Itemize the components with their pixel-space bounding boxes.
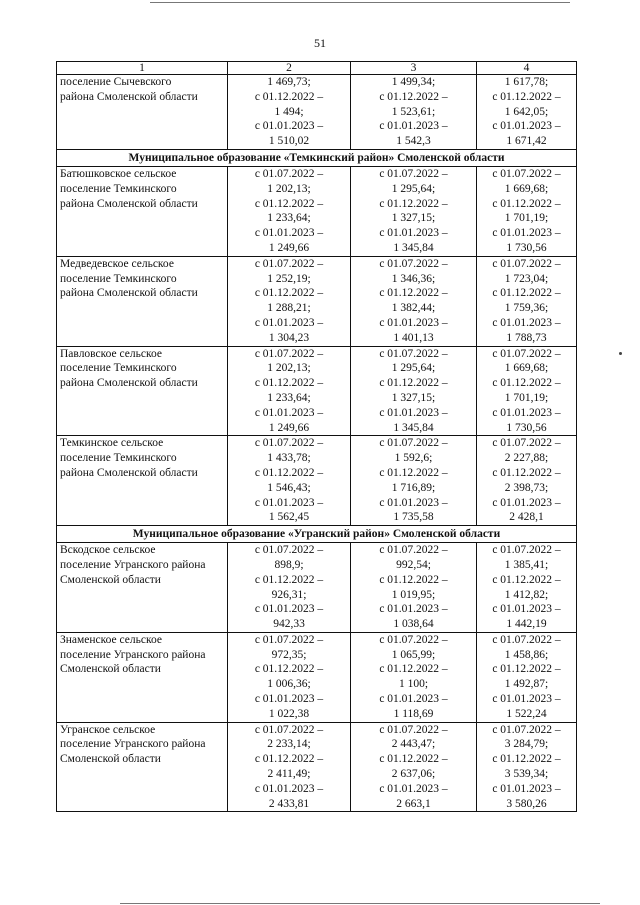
scan-edge-top	[150, 2, 570, 3]
tariff-value-line: с 01.12.2022 –	[492, 90, 561, 103]
tariff-col2-cell	[228, 75, 351, 150]
settlement-name-line: поселение Темкинского	[60, 182, 177, 195]
tariff-value-line: 1 295,64;	[391, 182, 436, 195]
table-row	[57, 346, 577, 436]
tariff-value-line: 898,9;	[274, 558, 304, 571]
tariff-value-line: с 01.12.2022 –	[379, 753, 448, 766]
tariff-value-line: с 01.12.2022 –	[492, 287, 561, 300]
settlement-name-line: Вскодское сельское	[60, 544, 156, 557]
tariff-value-line: с 01.07.2022 –	[379, 167, 448, 180]
settlement-name-line: поселение Темкинского	[60, 362, 177, 375]
tariff-value-line: 1 022,38	[268, 707, 310, 720]
tariff-value-line: 3 580,26	[506, 797, 547, 810]
tariff-value-line: с 01.01.2023 –	[379, 316, 448, 329]
page-number: 51	[314, 36, 326, 50]
tariff-col2-cell	[228, 346, 351, 436]
tariff-value-line: 1 522,24	[506, 707, 547, 720]
tariff-value-line: с 01.01.2023 –	[492, 227, 561, 240]
tariff-value-line: с 01.12.2022 –	[254, 197, 324, 210]
tariff-value-line: 1 345,84	[393, 241, 434, 254]
tariff-value-line: с 01.07.2022 –	[492, 167, 561, 180]
tariff-value-line: 1 433,78;	[267, 452, 311, 465]
tariff-value-line: 2 398,73;	[504, 481, 549, 494]
settlement-name-line: Медведевское сельское	[60, 257, 174, 270]
scan-edge-bottom	[120, 903, 600, 904]
tariff-value-line: 1 542,3	[396, 135, 431, 148]
tariff-value-line: 972,35;	[271, 648, 307, 661]
tariff-value-line: с 01.12.2022 –	[492, 663, 561, 676]
tariff-value-line: с 01.01.2023 –	[379, 120, 448, 133]
tariff-value-line: 2 233,14;	[267, 738, 311, 751]
tariff-value-line: с 01.01.2023 –	[254, 227, 324, 240]
tariff-value-line: 3 284,79;	[504, 738, 549, 751]
column-header-1: 1	[57, 62, 228, 75]
tariff-value-line: с 01.12.2022 –	[254, 287, 324, 300]
settlement-name-line: поселение Темкинского	[60, 452, 177, 465]
tariff-value-line: 1 038,64	[393, 618, 434, 631]
tariff-value-line: 1 546,43;	[267, 481, 311, 494]
tariff-value-line: 1 701,19;	[504, 212, 549, 225]
tariff-value-line: с 01.07.2022 –	[492, 633, 561, 646]
tariff-col2-cell	[228, 256, 351, 346]
tariff-col4-cell	[477, 722, 577, 812]
tariff-value-line: 1 252,19;	[267, 272, 311, 285]
section-header-row	[57, 149, 577, 166]
tariff-col3-cell	[351, 632, 477, 722]
table-row	[57, 436, 577, 526]
tariff-value-line: с 01.12.2022 –	[254, 573, 324, 586]
tariff-value-line: с 01.07.2022 –	[492, 437, 561, 450]
tariff-value-line: с 01.01.2023 –	[379, 782, 448, 795]
tariff-value-line: с 01.12.2022 –	[379, 377, 448, 390]
tariff-value-line: 1 019,95;	[391, 588, 436, 601]
tariff-value-line: с 01.01.2023 –	[492, 120, 561, 133]
tariff-value-line: с 01.07.2022 –	[254, 544, 324, 557]
tariff-value-line: с 01.12.2022 –	[254, 90, 324, 103]
tariff-col3-cell	[351, 436, 477, 526]
tariff-value-line: с 01.07.2022 –	[492, 257, 561, 270]
settlement-name-line: Смоленской области	[60, 573, 161, 586]
tariff-col3-cell	[351, 543, 477, 633]
tariff-value-line: 1 642,05;	[504, 105, 549, 118]
tariff-col4-cell	[477, 543, 577, 633]
tariff-value-line: 2 443,47;	[391, 738, 436, 751]
tariff-value-line: с 01.07.2022 –	[379, 544, 448, 557]
tariff-value-line: 2 411,49;	[267, 768, 311, 781]
tariff-col4-cell	[477, 166, 577, 256]
tariff-value-line: 1 730,56	[506, 241, 547, 254]
settlement-name-line: Батюшковское сельское	[60, 167, 177, 180]
tariff-value-line: 1 759,36;	[504, 302, 549, 315]
tariff-value-line: с 01.01.2023 –	[254, 693, 324, 706]
tariff-value-line: 1 735,58	[393, 511, 434, 524]
tariff-col4-cell	[477, 632, 577, 722]
tariff-value-line: 1 288,21;	[267, 302, 311, 315]
tariff-value-line: 926,31;	[271, 588, 307, 601]
tariff-value-line: 1 382,44;	[391, 302, 436, 315]
tariff-value-line: 2 663,1	[396, 797, 431, 810]
tariff-col4-cell	[477, 256, 577, 346]
tariff-value-line: с 01.07.2022 –	[254, 723, 324, 736]
settlement-name-line: поселение Сычевского	[60, 76, 172, 88]
tariff-value-line: 1 100;	[398, 678, 429, 691]
tariff-value-line: 942,33	[273, 618, 305, 631]
tariff-value-line: с 01.12.2022 –	[492, 377, 561, 390]
table-row	[57, 166, 577, 256]
tariff-table	[56, 61, 577, 812]
tariff-value-line: с 01.07.2022 –	[379, 633, 448, 646]
tariff-value-line: с 01.01.2023 –	[379, 496, 448, 509]
tariff-value-line: с 01.07.2022 –	[492, 723, 561, 736]
tariff-value-line: 1 249,66	[268, 421, 310, 434]
settlement-name-line: Смоленской области	[60, 663, 161, 676]
tariff-value-line: 2 428,1	[509, 511, 544, 524]
tariff-value-line: 1 233,64;	[267, 391, 311, 404]
settlement-name-line: поселение Темкинского	[60, 272, 177, 285]
table-body	[57, 75, 577, 812]
tariff-value-line: 1 499,34;	[391, 76, 436, 88]
tariff-value-line: с 01.07.2022 –	[379, 437, 448, 450]
section-header-row	[57, 526, 577, 543]
tariff-value-line: 3 539,34;	[504, 768, 549, 781]
section-title: Муниципальное образование «Темкинский район» Смоленской области	[57, 149, 577, 166]
table-row	[57, 722, 577, 812]
settlement-name-line: Знаменское сельское	[60, 633, 162, 646]
settlement-name-cell	[57, 256, 228, 346]
settlement-name-cell	[57, 166, 228, 256]
settlement-name-line: поселение Угранского района	[60, 648, 206, 661]
tariff-value-line: 1 723,04;	[504, 272, 549, 285]
tariff-value-line: 1 492,87;	[504, 678, 549, 691]
tariff-value-line: 1 523,61;	[391, 105, 436, 118]
settlement-name-line: района Смоленской области	[60, 466, 198, 479]
tariff-value-line: 992,54;	[396, 558, 431, 571]
tariff-col2-cell	[228, 166, 351, 256]
settlement-name-line: района Смоленской области	[60, 197, 198, 210]
tariff-value-line: 1 730,56	[506, 421, 547, 434]
tariff-value-line: с 01.01.2023 –	[492, 693, 561, 706]
tariff-value-line: 2 637,06;	[391, 768, 436, 781]
tariff-value-line: 1 412,82;	[504, 588, 549, 601]
tariff-col2-cell	[228, 722, 351, 812]
tariff-value-line: 1 345,84	[393, 421, 434, 434]
table-row	[57, 256, 577, 346]
section-title: Муниципальное образование «Угранский район» Смоленской области	[57, 526, 577, 543]
tariff-value-line: 1 442,19	[506, 618, 547, 631]
tariff-value-line: 1 249,66	[268, 241, 310, 254]
tariff-col3-cell	[351, 346, 477, 436]
settlement-name-line: Угранское сельское	[60, 723, 156, 736]
tariff-value-line: с 01.07.2022 –	[254, 167, 324, 180]
tariff-value-line: с 01.01.2023 –	[492, 496, 561, 509]
settlement-name-cell	[57, 543, 228, 633]
tariff-value-line: с 01.01.2023 –	[492, 782, 561, 795]
table-row	[57, 632, 577, 722]
tariff-value-line: с 01.01.2023 –	[492, 316, 561, 329]
tariff-value-line: с 01.07.2022 –	[254, 347, 324, 360]
tariff-col4-cell	[477, 75, 577, 150]
settlement-name-line: района Смоленской области	[60, 287, 198, 300]
tariff-value-line: с 01.01.2023 –	[254, 316, 324, 329]
tariff-value-line: с 01.12.2022 –	[492, 466, 561, 479]
tariff-value-line: 1 510,02	[268, 135, 310, 148]
tariff-value-line: с 01.07.2022 –	[254, 633, 324, 646]
tariff-value-line: 1 562,45	[268, 511, 310, 524]
tariff-col2-cell	[228, 543, 351, 633]
settlement-name-cell	[57, 722, 228, 812]
tariff-value-line: с 01.07.2022 –	[492, 347, 561, 360]
settlement-name-cell	[57, 75, 228, 150]
tariff-value-line: с 01.07.2022 –	[492, 544, 561, 557]
tariff-col4-cell	[477, 346, 577, 436]
tariff-value-line: с 01.07.2022 –	[254, 437, 324, 450]
tariff-value-line: 1 401,13	[393, 331, 434, 344]
settlement-name-line: Смоленской области	[60, 753, 161, 766]
tariff-value-line: с 01.01.2023 –	[254, 603, 324, 616]
tariff-value-line: 1 327,15;	[391, 391, 436, 404]
tariff-value-line: 1 065,99;	[391, 648, 436, 661]
tariff-value-line: 1 327,15;	[391, 212, 436, 225]
tariff-value-line: с 01.12.2022 –	[492, 753, 561, 766]
tariff-value-line: 1 458,86;	[504, 648, 549, 661]
tariff-value-line: с 01.12.2022 –	[254, 377, 324, 390]
settlement-name-line: Павловское сельское	[60, 347, 162, 360]
tariff-value-line: 1 346,36;	[391, 272, 436, 285]
table-header-row	[57, 62, 577, 75]
tariff-value-line: с 01.12.2022 –	[254, 663, 324, 676]
tariff-value-line: 1 118,69	[393, 707, 434, 720]
settlement-name-line: района Смоленской области	[60, 377, 198, 390]
tariff-value-line: с 01.12.2022 –	[379, 663, 448, 676]
tariff-value-line: с 01.01.2023 –	[254, 496, 324, 509]
tariff-col3-cell	[351, 256, 477, 346]
tariff-value-line: 2 433,81	[268, 797, 310, 810]
tariff-value-line: 1 701,19;	[504, 391, 549, 404]
tariff-value-line: с 01.07.2022 –	[379, 257, 448, 270]
settlement-name-line: района Смоленской области	[60, 90, 198, 103]
tariff-col3-cell	[351, 166, 477, 256]
settlement-name-cell	[57, 632, 228, 722]
scan-dot	[619, 352, 622, 355]
settlement-name-line: поселение Угранского района	[60, 738, 206, 751]
tariff-value-line: 1 716,89;	[391, 481, 436, 494]
tariff-col4-cell	[477, 436, 577, 526]
tariff-value-line: с 01.12.2022 –	[379, 573, 448, 586]
tariff-value-line: 1 788,73	[506, 331, 547, 344]
settlement-name-cell	[57, 436, 228, 526]
tariff-value-line: 1 469,73;	[267, 76, 311, 88]
table-row	[57, 75, 577, 150]
settlement-name-line: поселение Угранского района	[60, 558, 206, 571]
tariff-value-line: 1 494;	[274, 105, 304, 118]
tariff-value-line: с 01.12.2022 –	[492, 573, 561, 586]
column-header-2: 2	[228, 62, 351, 75]
tariff-value-line: 1 385,41;	[504, 558, 549, 571]
column-header-4: 4	[477, 62, 577, 75]
tariff-value-line: с 01.01.2023 –	[379, 406, 448, 419]
column-header-3: 3	[351, 62, 477, 75]
tariff-value-line: с 01.12.2022 –	[254, 466, 324, 479]
tariff-value-line: с 01.12.2022 –	[379, 287, 448, 300]
tariff-value-line: с 01.07.2022 –	[254, 257, 324, 270]
tariff-value-line: с 01.12.2022 –	[492, 197, 561, 210]
tariff-value-line: с 01.12.2022 –	[254, 753, 324, 766]
tariff-value-line: 1 304,23	[268, 331, 310, 344]
tariff-value-line: с 01.01.2023 –	[492, 406, 561, 419]
tariff-value-line: 1 671,42	[506, 135, 547, 148]
tariff-value-line: с 01.12.2022 –	[379, 90, 448, 103]
tariff-value-line: 1 592,6;	[394, 452, 433, 465]
tariff-value-line: с 01.12.2022 –	[379, 466, 448, 479]
tariff-value-line: 1 202,13;	[267, 362, 311, 375]
tariff-value-line: с 01.07.2022 –	[379, 723, 448, 736]
tariff-value-line: 1 006,36;	[267, 678, 311, 691]
tariff-value-line: с 01.01.2023 –	[492, 603, 561, 616]
settlement-name-line: Темкинское сельское	[60, 437, 164, 450]
tariff-value-line: 1 295,64;	[391, 362, 436, 375]
tariff-value-line: 2 227,88;	[504, 452, 549, 465]
tariff-col3-cell	[351, 722, 477, 812]
tariff-col2-cell	[228, 632, 351, 722]
tariff-value-line: с 01.12.2022 –	[379, 197, 448, 210]
tariff-value-line: с 01.01.2023 –	[379, 227, 448, 240]
tariff-value-line: 1 617,78;	[504, 76, 549, 88]
tariff-value-line: 1 233,64;	[267, 212, 311, 225]
tariff-value-line: с 01.01.2023 –	[254, 406, 324, 419]
tariff-col2-cell	[228, 436, 351, 526]
tariff-value-line: 1 202,13;	[267, 182, 311, 195]
table-row	[57, 543, 577, 633]
tariff-value-line: 1 669,68;	[504, 182, 549, 195]
tariff-value-line: с 01.01.2023 –	[379, 693, 448, 706]
settlement-name-cell	[57, 346, 228, 436]
tariff-value-line: 1 669,68;	[504, 362, 549, 375]
tariff-value-line: с 01.01.2023 –	[254, 782, 324, 795]
tariff-value-line: с 01.01.2023 –	[379, 603, 448, 616]
tariff-value-line: с 01.01.2023 –	[254, 120, 324, 133]
tariff-value-line: с 01.07.2022 –	[379, 347, 448, 360]
tariff-col3-cell	[351, 75, 477, 150]
